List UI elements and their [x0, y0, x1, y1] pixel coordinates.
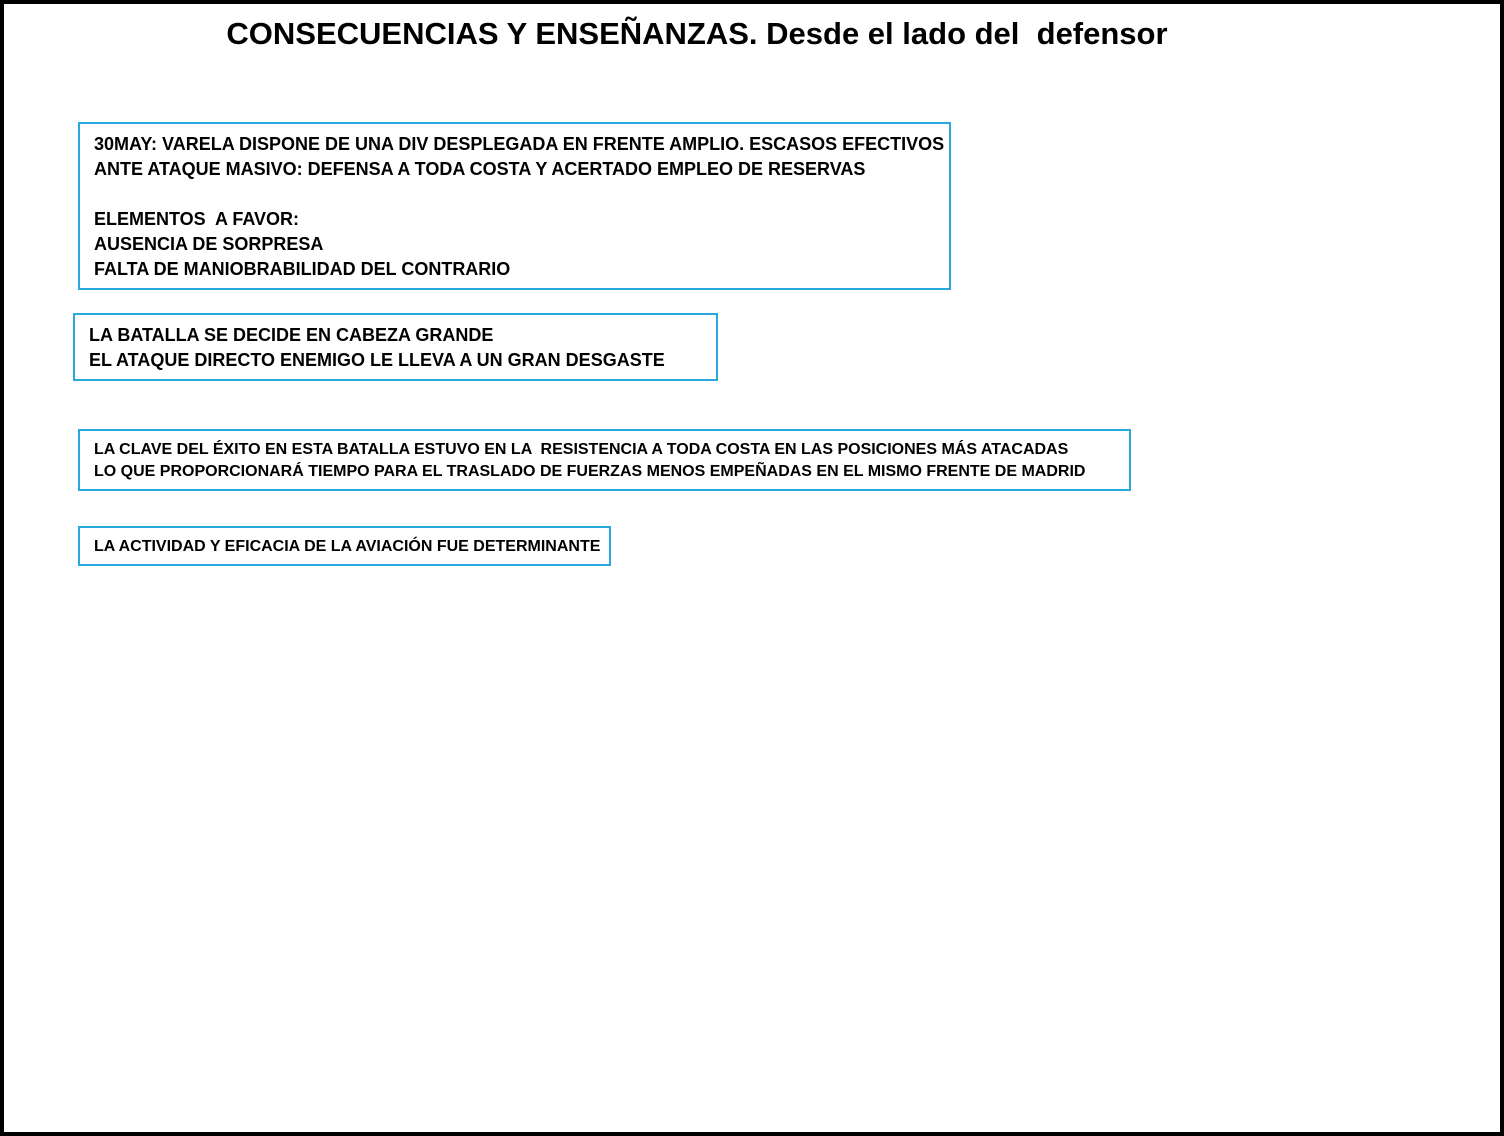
box-line: LA CLAVE DEL ÉXITO EN ESTA BATALLA ESTUVO EN LA RESISTENCIA A TODA COSTA EN LAS POSICIONES MÁS ATACADAS — [94, 441, 1069, 458]
box-line: LO QUE PROPORCIONARÁ TIEMPO PARA EL TRASLADO DE FUERZAS MENOS EMPEÑADAS EN EL MISMO FRENTE DE MADRID — [94, 463, 1086, 480]
box-line: LA BATALLA SE DECIDE EN CABEZA GRANDE — [89, 325, 494, 345]
box-line: LA ACTIVIDAD Y EFICACIA DE LA AVIACIÓN FUE DETERMINANTE — [94, 538, 601, 555]
box-line: ELEMENTOS A FAVOR: — [94, 209, 300, 229]
slide-title: CONSECUENCIAS Y ENSEÑANZAS. Desde el lado del defensor — [226, 16, 1168, 51]
line-spacer — [94, 182, 949, 207]
box-line: ANTE ATAQUE MASIVO: DEFENSA A TODA COSTA Y ACERTADO EMPLEO DE RESERVAS — [94, 159, 866, 179]
aviation-box — [78, 526, 611, 566]
box-line: FALTA DE MANIOBRABILIDAD DEL CONTRARIO — [94, 259, 511, 279]
battle-decision-box — [73, 313, 718, 381]
box-line: 30MAY: VARELA DISPONE DE UNA DIV DESPLEGADA EN FRENTE AMPLIO. ESCASOS EFECTIVOS — [94, 134, 945, 154]
box-line: AUSENCIA DE SORPRESA — [94, 234, 324, 254]
success-key-box — [78, 429, 1131, 491]
defense-summary-box — [78, 122, 951, 290]
box-line: EL ATAQUE DIRECTO ENEMIGO LE LLEVA A UN GRAN DESGASTE — [89, 350, 665, 370]
